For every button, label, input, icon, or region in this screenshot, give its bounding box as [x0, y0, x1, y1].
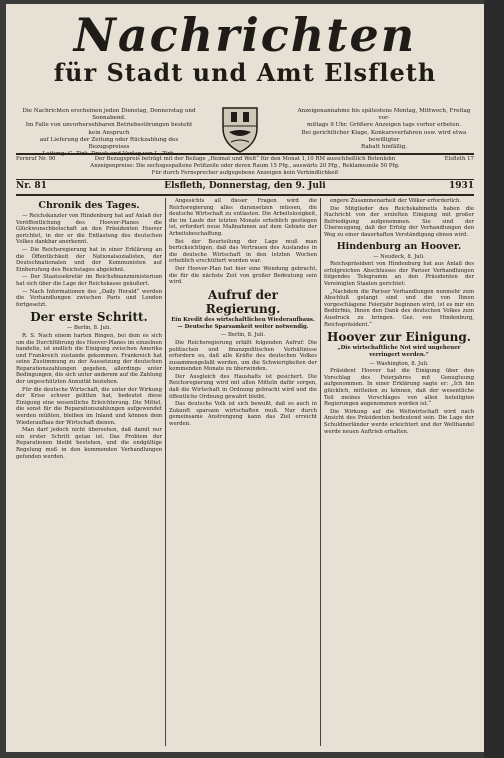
article-paragraph: Die Reichsregierung erläßt folgenden Aufruf: Die politischen und finanzpolitischen Verhältnisse erfordern es, daß alle Kräfte des deutschen Volkes zusammengefaßt werden, um die Schwierigkeiten der kommenden Monate zu überwinden.	[169, 339, 317, 373]
article-paragraph: Für die deutsche Wirtschaft, die unter der Wirkung der Krise schwer gelitten hat, bedeutet diese Einigung eine wesentliche Erleichterung. Die Mittel, die sonst für die Reparationszahlungen aufgewendet werden müßten, bleiben im Inland und können dem Wiederaufbau der Wirtschaft dienen.	[16, 386, 162, 426]
newspaper-page	[6, 4, 484, 752]
article-dateline: — Neudeck, 8. Juli.	[373, 253, 425, 260]
advertising-info-line: Bei gerichtlicher Klage, Konkursverfahren usw. wird etwa bewilligter	[301, 129, 467, 143]
article-paragraph: — Der Staatssekretär im Reichsfinanzministerium hat sich über die Lage der Reichskasse geäußert.	[16, 274, 162, 287]
subscription-line: Für durch Fernsprecher aufgegebene Anzeigen kein Verbindlichkeit	[151, 170, 339, 176]
headline-aufruf: Aufruf der Regierung.	[205, 287, 281, 316]
publication-info-line: Im Falle von unvorhersehbaren Betriebsstörungen besteht kein Anspruch	[25, 122, 193, 136]
article-paragraph: Die Wirkung auf die Weltwirtschaft wird nach Ansicht des Präsidenten bedeutend sein. Die Lage der Schuldnerländer werde erleichtert und der Welthandel werde neuen Auftrieb erhalten.	[324, 408, 474, 435]
scan-edge	[484, 0, 504, 758]
column-divider	[165, 198, 166, 746]
advertising-info	[296, 108, 472, 151]
publication-info-line: Leitung: G. Zirk. Druck und Verlag von L. Zirk.	[42, 151, 176, 158]
advertising-info-line: Rabatt hinfällig.	[361, 144, 407, 151]
article-paragraph: Angesichts all dieser Fragen wird die Reichsregierung alles daransetzen müssen, die deutsche Wirtschaft zu entlasten. Die Arbeitslosigkeit, die im Laufe der letzten Monate erheblich gestiegen ist, erfordert neue Maßnahmen auf dem Gebiete der Arbeitsbeschaffung.	[169, 198, 317, 237]
subscription-line: Anzeigenpreise: Die sechsgespaltene Petitzeile oder deren Raum 15 Pfg., auswärts 20 Pfg., Reklamezeile 50 Pfg.	[90, 163, 400, 169]
coat-of-arms-icon	[217, 102, 263, 154]
issue-number: Nr. 81	[16, 181, 47, 191]
article-paragraph: — Nach Informationen des „Daily Herald“ werden die Verhandlungen zwischen Paris und London fortgesetzt.	[16, 288, 162, 308]
article-paragraph: — Reichskanzler von Hindenburg hat auf Anlaß der Veröffentlichung des Hoover-Planes die Glückwunschbotschaft an den Präsidenten Hoover gerichtet, in der er die Entlastung des deutschen Volkes dankbar anerkennt.	[16, 213, 162, 246]
column-2	[169, 198, 317, 746]
column-3	[324, 198, 474, 746]
article-paragraph: Der Ausgleich des Haushalts ist gesichert. Die Reichsregierung wird mit allen Mitteln dafür sorgen, daß die Wirtschaft in Ordnung gebracht wird und die öffentliche Ordnung gewahrt bleibt.	[169, 373, 317, 400]
article-dateline: — Washington, 8. Juli.	[369, 360, 429, 367]
article-paragraph: R. S. Nach einem harten Ringen, bei dem es sich um die Durchführung des Hoover-Planes im einzelnen handelte, ist endlich die Einigung zwischen Amerika und Frankreich zustande gekommen. Frankreich hat seine Zustimmung zu der Aussetzung der deutschen Reparationszahlungen gegeben, allerdings unter Bedingungen, die sich unter anderem auf die Zahlung der ungeschützten Annuität beziehen.	[16, 332, 162, 386]
header-divider	[16, 153, 474, 155]
column-divider	[320, 198, 321, 746]
article-paragraph: engere Zusammenarbeit der Völker erforderlich.	[330, 198, 462, 204]
article-paragraph: Das deutsche Volk ist sich bewußt, daß es auch in Zukunft sparsam wirtschaften muß. Nur durch gemeinsame Anstrengung kann das Ziel erreicht werden.	[169, 401, 317, 428]
dateline-divider-bottom	[16, 194, 474, 196]
article-subheadline: Ein Kredit des wirtschaftlichen Wiederaufbaus. — Deutsche Sparsamkeit weiter notwendig.	[171, 316, 315, 330]
publication-info-line: auf Lieferung der Zeitung oder Rückzahlung des Bezugspreises	[39, 136, 179, 151]
headline-erste-schritt: Der erste Schritt.	[30, 310, 148, 325]
advertising-info-line: mittags 9 Uhr. Größere Anzeigen tags vorher erbeten.	[307, 122, 461, 129]
issue-date: Elsfleth, Donnerstag, den 9. Juli	[164, 181, 326, 191]
advertising-info-line: Anzeigenannahme bis spätestens Montag, Mittwoch, Freitag vor-	[297, 108, 471, 122]
subscription-line: Der Bezugspreis beträgt mit der Beilage „Heimat und Welt“ für den Monat 1,10 RM ausschließlich Botenlohn	[94, 156, 396, 162]
newspaper-subtitle: für Stadt und Amt Elsfleth	[53, 58, 437, 87]
article-paragraph: Der Hoover-Plan hat hier eine Wendung gebracht, die für die nächste Zeit von großer Bedeutung sein wird.	[169, 265, 317, 286]
headline-hoover-einigung: Hoover zur Einigung.	[327, 330, 471, 345]
masthead	[6, 10, 484, 86]
issue-year: 1931	[448, 181, 474, 191]
subscription-info	[16, 156, 474, 177]
dateline	[16, 181, 474, 195]
phone-number: Fernruf Nr. 90	[16, 156, 56, 162]
article-paragraph: „Nachdem die Pariser Verhandlungen nunmehr zum Abschluß gelangt sind und die von Ihnen vorgeschlagene Feierjahr beginnen wird, ist es mir ein Bedürfnis, Ihnen den Dank des deutschen Volkes zum Ausdruck zu bringen. Gez. von Hindenburg, Reichspräsident.“	[324, 288, 474, 328]
publication-info	[20, 108, 198, 158]
article-paragraph: Bei der Beurteilung der Lage muß man berücksichtigen, daß das Vertrauen des Auslandes in die deutsche Wirtschaft in den letzten Wochen erheblich erschüttert worden war.	[169, 238, 317, 265]
article-paragraph: Präsident Hoover hat die Einigung über den Vorschlag des Feierjahres mit Genugtuung aufgenommen. In einer Erklärung sagte er: „Ich bin glücklich, mitteilen zu können, daß der wesentliche Teil meines Vorschlages von allen beteiligten Regierungen angenommen worden ist.“	[324, 368, 474, 408]
publication-info-line: Die Nachrichten erscheinen jeden Dienstag, Donnerstag und Sonnabend.	[22, 108, 196, 122]
newspaper-title: Nachrichten	[73, 8, 417, 62]
article-paragraph: Reichspräsident von Hindenburg hat aus Anlaß des erfolgreichen Abschlusses der Pariser Verhandlungen folgendes Telegramm an den Präsidenten der Vereinigten Staaten gerichtet:	[324, 261, 474, 287]
account-number: Elsfleth 17	[444, 156, 474, 162]
dateline-divider-top	[16, 179, 474, 180]
article-dateline: — Berlin, 8. Juli.	[220, 332, 266, 339]
article-dateline: — Berlin, 8. Juli.	[66, 325, 112, 332]
headline-chronik: Chronik des Tages.	[38, 200, 140, 211]
article-paragraph: Die Mitglieder des Reichskabinetts haben die Nachricht von der erzielten Einigung mit großer Befriedigung aufgenommen. Sie sind der Überzeugung, daß der Erfolg der Verhandlungen den Weg zu einer dauerhaften Verständigung ebnen wird.	[324, 205, 474, 238]
column-1	[16, 198, 162, 746]
article-paragraph: — Die Reichsregierung hat in einer Erklärung an die Öffentlichkeit der Nationalsozialisten, der Deutschnationalen und der Kommunisten auf Einberufung des Reichstages abgelehnt.	[16, 246, 162, 273]
article-subheadline: „Die wirtschaftliche Not wird ungeheuer verringert werden.“	[337, 345, 461, 358]
headline-hindenburg: Hindenburg an Hoover.	[336, 240, 462, 252]
article-paragraph: Man darf jedoch nicht übersehen, daß damit nur ein erster Schritt getan ist. Das Problem der Reparationen bleibt bestehen, und die endgültige Regelung muß in den kommenden Verhandlungen gefunden werden.	[16, 427, 162, 460]
